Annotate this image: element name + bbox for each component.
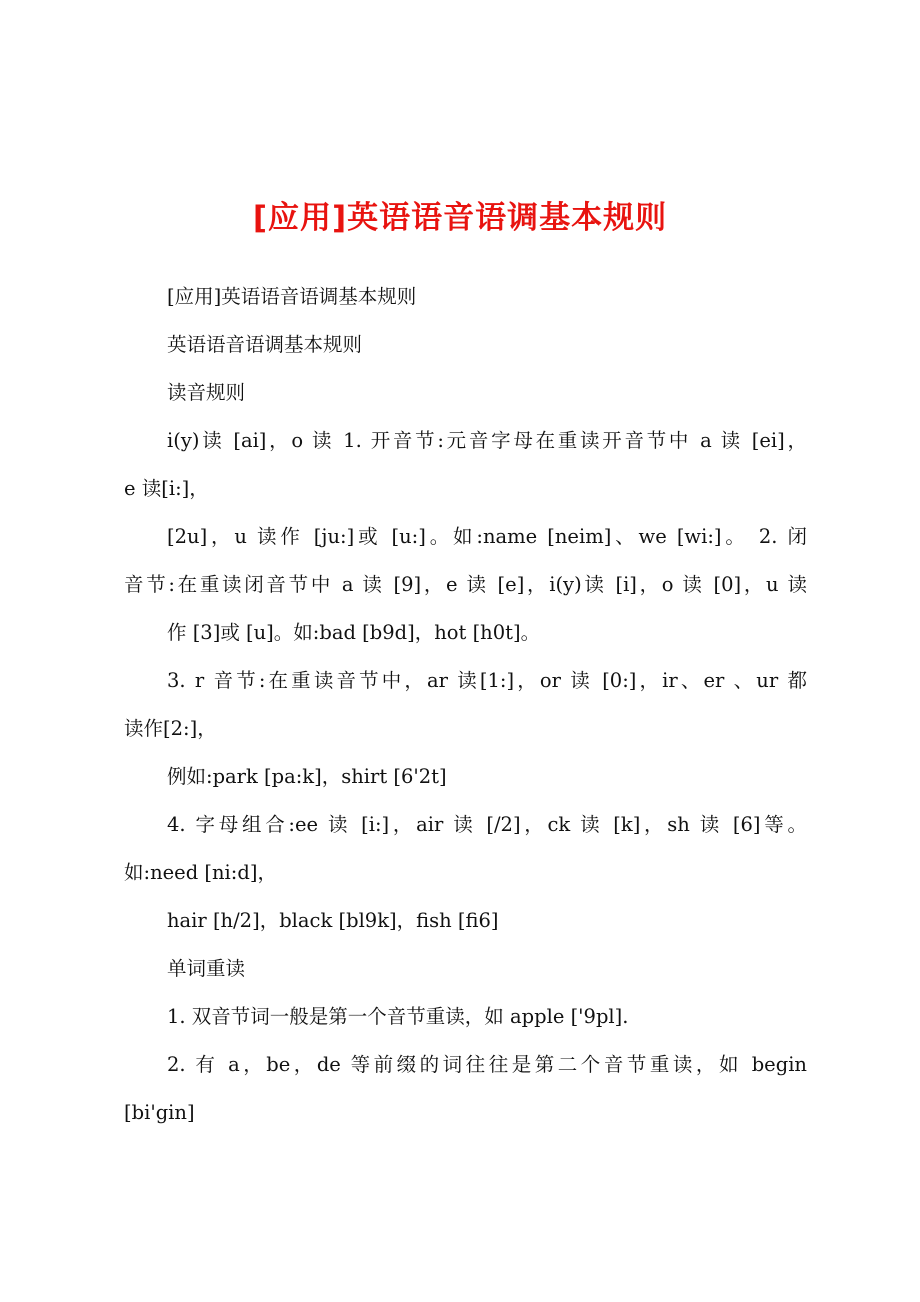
paragraph-line: e 读[i:]， [124,477,209,500]
paragraph-line: i(y)读 [ai]，o 读 1. 开音节:元音字母在重读开音节中 a 读 [ei]， [167,429,807,452]
paragraph-line: 作 [3]或 [u]。如:bad [b9d]，hot [h0t]。 [167,621,541,644]
paragraph-line: [应用]英语语音语调基本规则 [167,285,417,308]
section-heading-reading-rules: 读音规则 [167,381,246,404]
document-title: [应用]英语语音语调基本规则 [252,200,668,236]
paragraph-line: 3. r 音节:在重读音节中，ar 读[1:]，or 读 [0:]，ir、er 、ur 都 [167,669,807,692]
paragraph-line: [2u]，u 读作 [ju:]或 [u:]。如:name [neim]、we [wi:]。 2. 闭 [167,525,807,548]
section-heading-word-stress: 单词重读 [167,957,246,980]
paragraph-line: 例如:park [pa:k]，shirt [6'2t] [167,765,447,788]
paragraph-line: 英语语音语调基本规则 [167,333,363,356]
paragraph-line: hair [h/2]，black [bl9k]，fish [fi6] [167,909,499,932]
paragraph-line: 音节:在重读闭音节中 a 读 [9]，e 读 [e]，i(y)读 [i]，o 读 [0]，u 读 [124,573,807,596]
paragraph-line: [bi'gin] [124,1101,195,1124]
paragraph-line: 如:need [ni:d]， [124,861,277,884]
paragraph-line: 读作[2:]， [124,717,217,740]
paragraph-line: 2. 有 a，be，de 等前缀的词往往是第二个音节重读，如 begin [167,1053,807,1076]
paragraph-line: 4. 字母组合:ee 读 [i:]，air 读 [/2]，ck 读 [k]，sh 读 [6]等。 [167,813,807,836]
paragraph-line: 1. 双音节词一般是第一个音节重读，如 apple ['9pl]. [167,1005,629,1028]
